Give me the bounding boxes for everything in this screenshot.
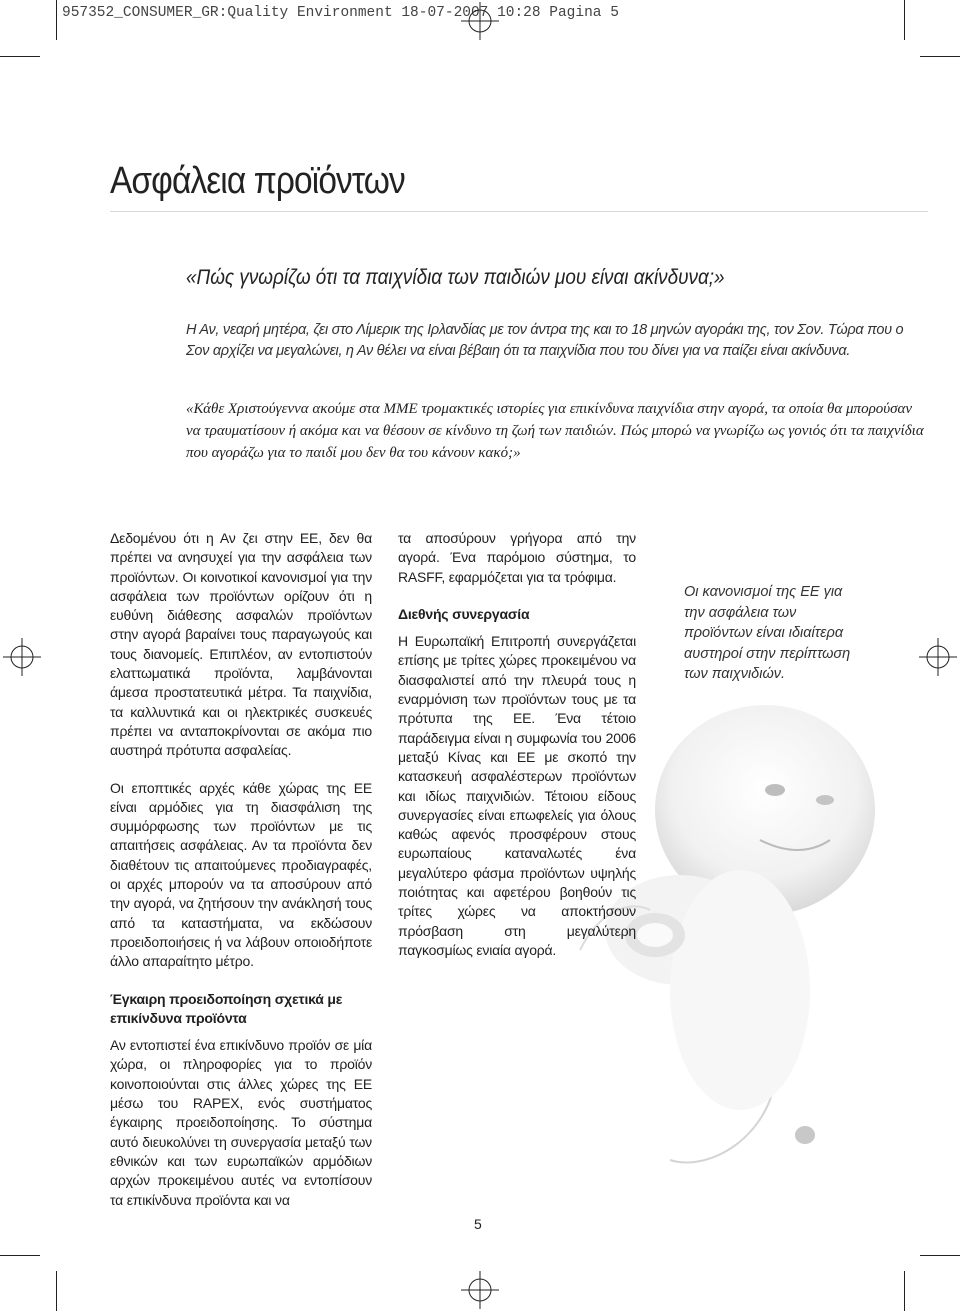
- left-paragraph-2: Οι εποπτικές αρχές κάθε χώρας της ΕΕ είναι αρμόδιες για τη διασφάλιση της συμμόρφωσης των προϊόντων με τις απαιτήσεις ασφάλειας. Αν τα προϊόντα δεν διαθέτουν τις απαιτούμενες προδιαγραφές, οι αρχές μπορούν να τα αποσύρουν από την αγορά, να ζητήσουν την ανάκλησή τους από τα καταστήματα, να εκδώσουν προειδοποιήσεις ή να λάβουν οποιοδήποτε άλλο απαραίτητο μέτρο.: [110, 779, 372, 970]
- pull-quote: «Κάθε Χριστούγεννα ακούμε στα ΜΜΕ τρομακτικές ιστορίες για επικίνδυνα παιχνίδια στην αγορά, τα οποία θα μπορούσαν να τραυματίσουν ή ακόμα και να θέσουν σε κίνδυνο τη ζωή των παιδιών. Πώς μπορώ να γνωρίζω ως γονιός ότι τα παιχνίδια που αγοράζω για το παιδί μου δεν θα του κάνουν κακό;»: [186, 401, 924, 461]
- crop-mark-top-right-v: [904, 0, 905, 40]
- crop-mark-bottom-left-h: [0, 1255, 40, 1256]
- middle-paragraph-1: τα αποσύρουν γρήγορα από την αγορά. Ένα παρόμοιο σύστημα, το RASFF, εφαρμόζεται για τα τρόφιμα.: [398, 530, 636, 585]
- registration-mark-left-icon: [3, 638, 41, 676]
- intro-paragraph: Η Αν, νεαρή μητέρα, ζει στο Λίμερικ της Ιρλανδίας με τον άντρα της και το 18 μηνών αγοράκι της, τον Σον. Τώρα που ο Σον αρχίζει να μεγαλώνει, η Αν θέλει να είναι βέβαιη ότι τα παιχνίδια που του δίνει για να παίζει είναι ακίνδυνα.: [186, 322, 904, 359]
- title-rule: [110, 211, 928, 212]
- left-paragraph-3: Αν εντοπιστεί ένα επικίνδυνο προϊόν σε μία χώρα, οι πληροφορίες για το προϊόν κοινοποιούνται στις άλλες χώρες της ΕΕ μέσω του RAPEX, ενός συστήματος έγκαιρης προειδοποίησης. Το σύστημα αυτό διευκολύνει τη συνεργασία μεταξύ των εθνικών και των ευρωπαϊκών αρμόδιων αρχών προκειμένου αυτές να εντοπίσουν τα επικίνδυνα προϊόντα και να: [110, 1037, 372, 1208]
- crop-mark-top-left-v: [56, 0, 57, 40]
- column-middle: [398, 529, 636, 978]
- column-left: [110, 529, 372, 1228]
- left-heading: Έγκαιρη προειδοποίηση σχετικά με επικίνδυνα προϊόντα: [110, 990, 343, 1026]
- print-slug: 957352_CONSUMER_GR:Quality Environment 18-07-2007 10:28 Pagina 5: [62, 5, 619, 21]
- middle-paragraph-2: Η Ευρωπαϊκή Επιτροπή συνεργάζεται επίσης με τρίτες χώρες προκειμένου να διασφαλιστεί από την πλευρά τους η εναρμόνιση των προϊόντων τους με τα πρότυπα της ΕΕ. Ένα τέτοιο παράδειγμα είναι η συμφωνία του 2006 μεταξύ Κίνας και ΕΕ με σκοπό την κατασκευή ασφαλέστερων προϊόντων και ιδίως παιχνιδιών. Τέτοιου είδους συνεργασίες είναι επωφελείς για όλους καθώς αφενός προσφέρουν στους ευρωπαίους καταναλωτές ένα μεγαλύτερο φάσμα προϊόντων υψηλής ποιότητας και αφετέρου βοηθούν τις τρίτες χώρες να αποκτήσουν πρόσβαση στη μεγαλύτερη παγκοσμίως ενιαία αγορά.: [398, 633, 636, 958]
- middle-heading: Διεθνής συνεργασία: [398, 605, 530, 622]
- page-title: Ασφάλεια προϊόντων: [110, 160, 405, 202]
- crop-mark-bottom-right-h: [920, 1255, 960, 1256]
- subtitle: «Πώς γνωρίζω ότι τα παιχνίδια των παιδιών μου είναι ακίνδυνα;»: [186, 266, 725, 289]
- crop-mark-bottom-right-v: [904, 1271, 905, 1311]
- left-paragraph-1: Δεδομένου ότι η Αν ζει στην ΕΕ, δεν θα πρέπει να ανησυχεί για την ασφάλεια των προϊόντων. Οι κοινοτικοί κανονισμοί για την ασφάλεια των προϊόντων ορίζουν ότι η ευθύνη διάθεσης ασφαλών προϊόντων στην αγορά βαραίνει τους παραγωγούς και τους διανομείς. Επιπλέον, αν εντοπιστούν ελαττωματικά προϊόντα, λαμβάνονται άμεσα προστατευτικά μέτρα. Τα παιχνίδια, τα καλλυντικά και οι ηλεκτρικές συσκευές πρέπει να ανταποκρίνονται σε ακόμα πιο αυστηρά πρότυπα ασφαλείας.: [110, 530, 372, 759]
- crop-mark-bottom-left-v: [56, 1271, 57, 1311]
- crop-mark-top-right-h: [920, 56, 960, 57]
- sidebar-quote: Οι κανονισμοί της ΕΕ για την ασφάλεια των προϊόντων είναι ιδιαίτερα αυστηροί στην περίπτωση των παιχνιδιών.: [684, 584, 851, 682]
- registration-mark-right-icon: [919, 638, 957, 676]
- registration-mark-top-icon: [461, 2, 499, 40]
- crop-mark-top-left-h: [0, 56, 40, 57]
- page-number: 5: [474, 1216, 482, 1232]
- registration-mark-bottom-icon: [461, 1271, 499, 1309]
